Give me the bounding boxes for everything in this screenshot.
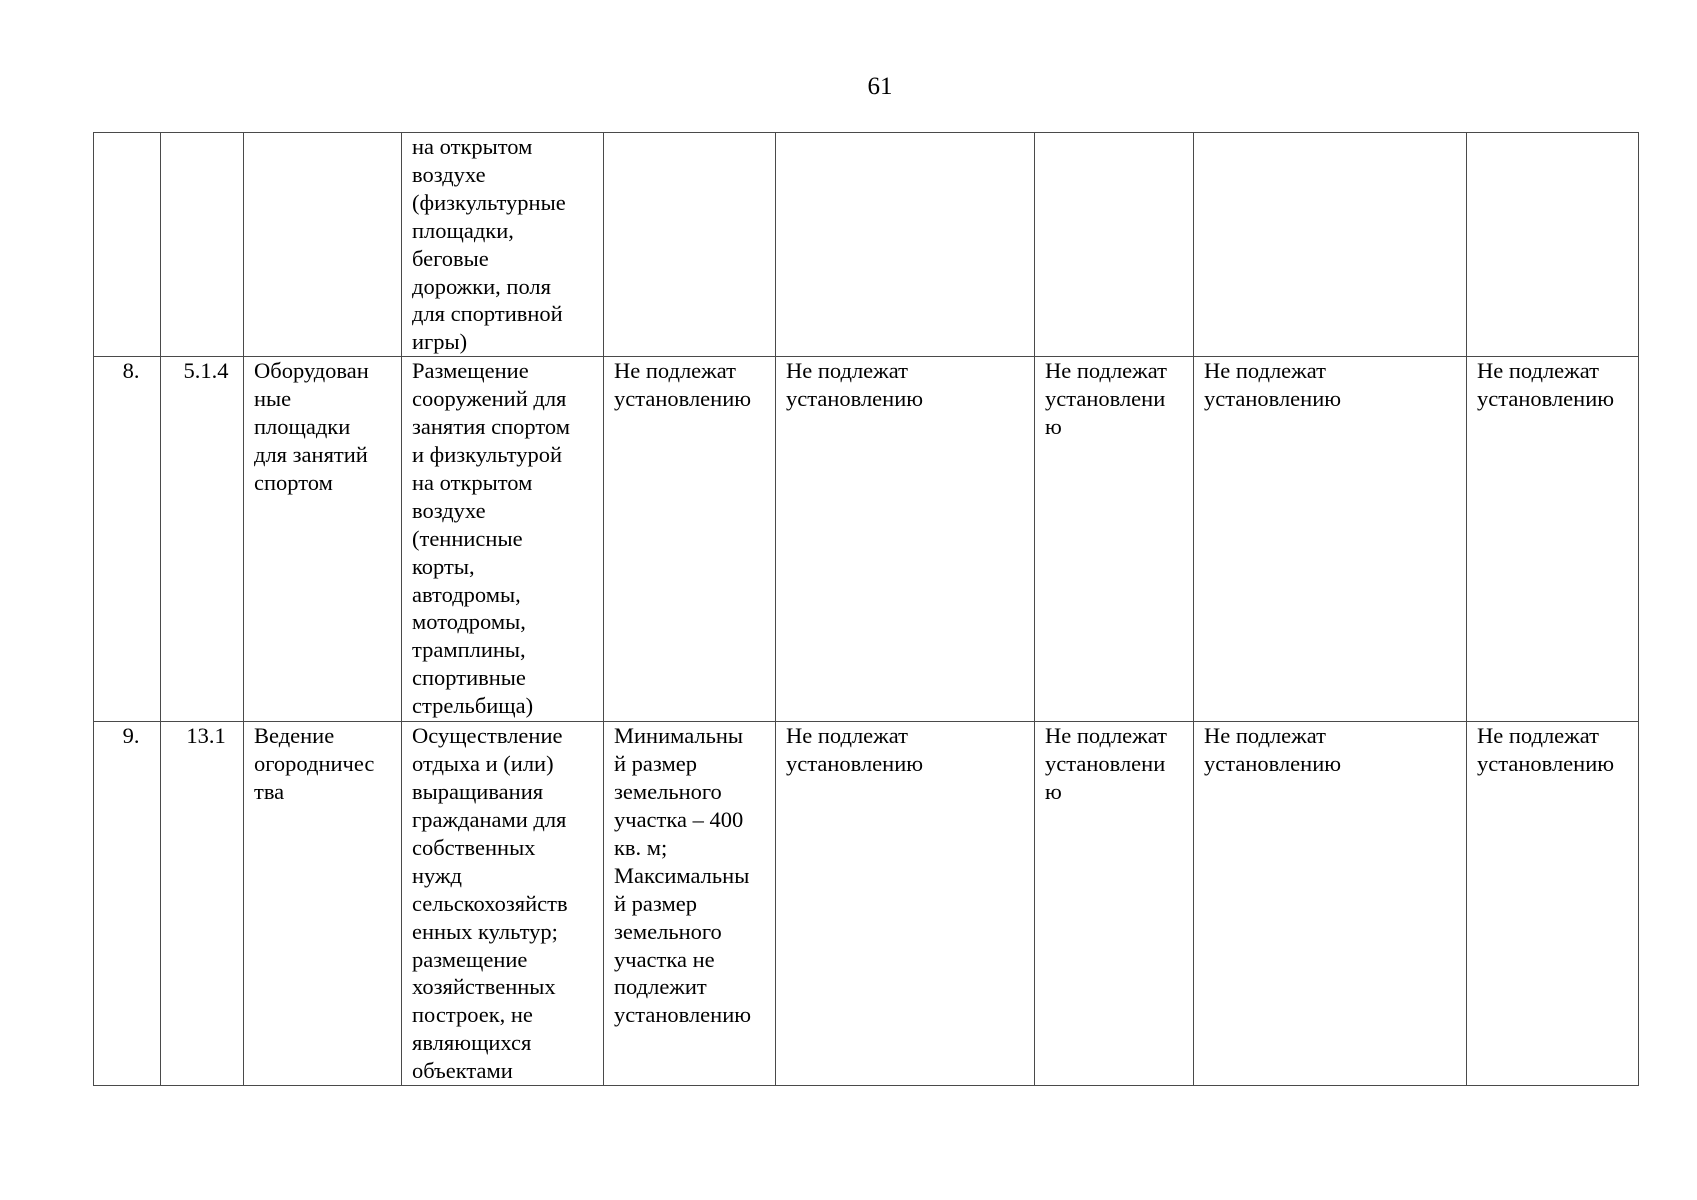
cell-col7: Не подлежат установлени ю bbox=[1035, 722, 1194, 1086]
table-row-9 bbox=[94, 722, 1639, 1086]
cell-col8 bbox=[1194, 133, 1467, 357]
table-row-8 bbox=[94, 357, 1639, 722]
cell-col9: Не подлежат установлению bbox=[1467, 357, 1639, 722]
cell-name: Оборудован ные площадки для занятий спортом bbox=[244, 357, 402, 722]
cell-number: 8. bbox=[94, 357, 161, 722]
cell-col5 bbox=[604, 133, 776, 357]
cell-col7: Не подлежат установлени ю bbox=[1035, 357, 1194, 722]
cell-col8: Не подлежат установлению bbox=[1194, 722, 1467, 1086]
cell-code bbox=[161, 133, 244, 357]
cell-number: 9. bbox=[94, 722, 161, 1086]
cell-col6 bbox=[776, 133, 1035, 357]
cell-number bbox=[94, 133, 161, 357]
cell-description: Осуществление отдыха и (или) выращивания гражданами для собственных нужд сельскохозяйств енных культур; размещение хозяйственных построек, не являющихся объектами bbox=[402, 722, 604, 1086]
cell-description: Размещение сооружений для занятия спортом и физкультурой на открытом воздухе (теннисные корты, автодромы, мотодромы, трамплины, спортивные стрельбища) bbox=[402, 357, 604, 722]
cell-name bbox=[244, 133, 402, 357]
cell-name: Ведение огородничес тва bbox=[244, 722, 402, 1086]
cell-col9 bbox=[1467, 133, 1639, 357]
cell-col6: Не подлежат установлению bbox=[776, 722, 1035, 1086]
cell-col5: Минимальны й размер земельного участка – 400 кв. м; Максимальны й размер земельного участка не подлежит установлению bbox=[604, 722, 776, 1086]
page-number: 61 bbox=[867, 73, 893, 100]
cell-col5: Не подлежат установлению bbox=[604, 357, 776, 722]
cell-col9: Не подлежат установлению bbox=[1467, 722, 1639, 1086]
cell-col6: Не подлежат установлению bbox=[776, 357, 1035, 722]
cell-col7 bbox=[1035, 133, 1194, 357]
zoning-table bbox=[93, 132, 1639, 1086]
cell-description: на открытом воздухе (физкультурные площадки, беговые дорожки, поля для спортивной игры) bbox=[402, 133, 604, 357]
cell-code: 5.1.4 bbox=[161, 357, 244, 722]
table-row-continuation bbox=[94, 133, 1639, 357]
cell-code: 13.1 bbox=[161, 722, 244, 1086]
cell-col8: Не подлежат установлению bbox=[1194, 357, 1467, 722]
